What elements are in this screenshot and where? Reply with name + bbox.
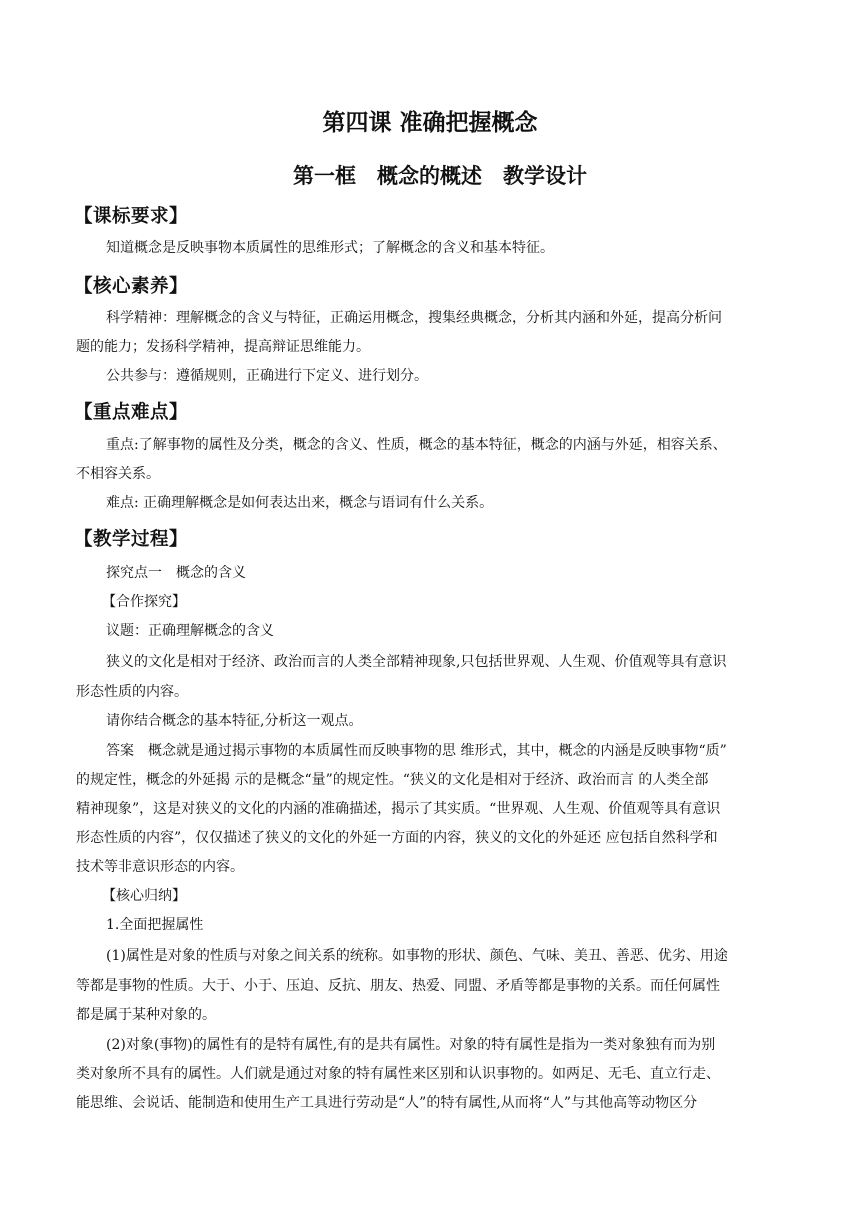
paragraph-line: 的规定性，概念的外延揭 示的是概念“量”的规定性。“狭义的文化是相对于经济、政治而言 的人类全部: [76, 772, 709, 788]
heading-key-points: 【重点难点】: [74, 402, 189, 423]
paragraph-line: 类对象所不具有的属性。人们就是通过对象的特有属性来区别和认识事物的。如两足、无毛、直立行走、: [76, 1066, 720, 1082]
paragraph-line: (1)属性是对象的性质与对象之间关系的统称。如事物的形状、颜色、气味、美丑、善恶、优劣、用途: [106, 948, 728, 964]
paragraph-line: 精神现象”，这是对狭义的文化的内涵的准确描述，揭示了其实质。“世界观、人生观、价值观等具有意识: [76, 801, 721, 817]
paragraph-line: 重点:了解事物的属性及分类，概念的含义、性质，概念的基本特征，概念的内涵与外延，相容关系、: [106, 437, 727, 453]
paragraph-line: 形态性质的内容”，仅仅描述了狭义的文化的外延一方面的内容，狭义的文化的外延还 应包括自然科学和: [76, 830, 718, 846]
paragraph-line: 议题：正确理解概念的含义: [106, 623, 274, 639]
paragraph-line: 不相容关系。: [76, 466, 160, 482]
paragraph-line: 公共参与：遵循规则，正确进行下定义、进行划分。: [106, 368, 428, 384]
paragraph-line: 【合作探究】: [102, 594, 186, 610]
lesson-title: 第四课 准确把握概念: [322, 110, 538, 136]
paragraph-line: 答案 概念就是通过揭示事物的本质属性而反映事物的思 维形式，其中，概念的内涵是反映事物“质”: [106, 743, 727, 759]
paragraph-line: 狭义的文化是相对于经济、政治而言的人类全部精神现象,只包括世界观、人生观、价值观等具有意识: [106, 654, 727, 670]
paragraph-line: 请你结合概念的基本特征,分析这一观点。: [106, 713, 363, 729]
paragraph-line: 能思维、会说话、能制造和使用生产工具进行劳动是“人”的特有属性,从而将“人”与其他高等动物区分: [76, 1095, 698, 1111]
paragraph-line: 等都是事物的性质。大于、小于、压迫、反抗、朋友、热爱、同盟、矛盾等都是事物的关系。而任何属性: [76, 978, 720, 994]
paragraph-line: 难点: 正确理解概念是如何表达出来，概念与语词有什么关系。: [106, 495, 494, 511]
heading-core-competencies: 【核心素养】: [74, 276, 189, 297]
section-subtitle: 第一框 概念的概述 教学设计: [293, 164, 587, 188]
paragraph-line: (2)对象(事物)的属性有的是特有属性,有的是共有属性。对象的特有属性是指为一类对象独有而为别: [106, 1037, 716, 1053]
paragraph-line: 科学精神：理解概念的含义与特征，正确运用概念，搜集经典概念，分析其内涵和外延，提高分析问: [106, 310, 722, 326]
paragraph-line: 形态性质的内容。: [76, 684, 188, 700]
heading-curriculum-requirements: 【课标要求】: [74, 206, 189, 227]
paragraph-line: 【核心归纳】: [102, 888, 186, 904]
paragraph-line: 探究点一 概念的含义: [106, 565, 246, 581]
paragraph-line: 都是属于某种对象的。: [76, 1007, 216, 1023]
heading-teaching-process: 【教学过程】: [74, 529, 189, 550]
paragraph-line: 技术等非意识形态的内容。: [76, 859, 244, 875]
paragraph-line: 题的能力；发扬科学精神，提高辩证思维能力。: [76, 339, 370, 355]
paragraph-line: 知道概念是反映事物本质属性的思维形式；了解概念的含义和基本特征。: [106, 240, 554, 256]
paragraph-line: 1.全面把握属性: [106, 917, 204, 933]
